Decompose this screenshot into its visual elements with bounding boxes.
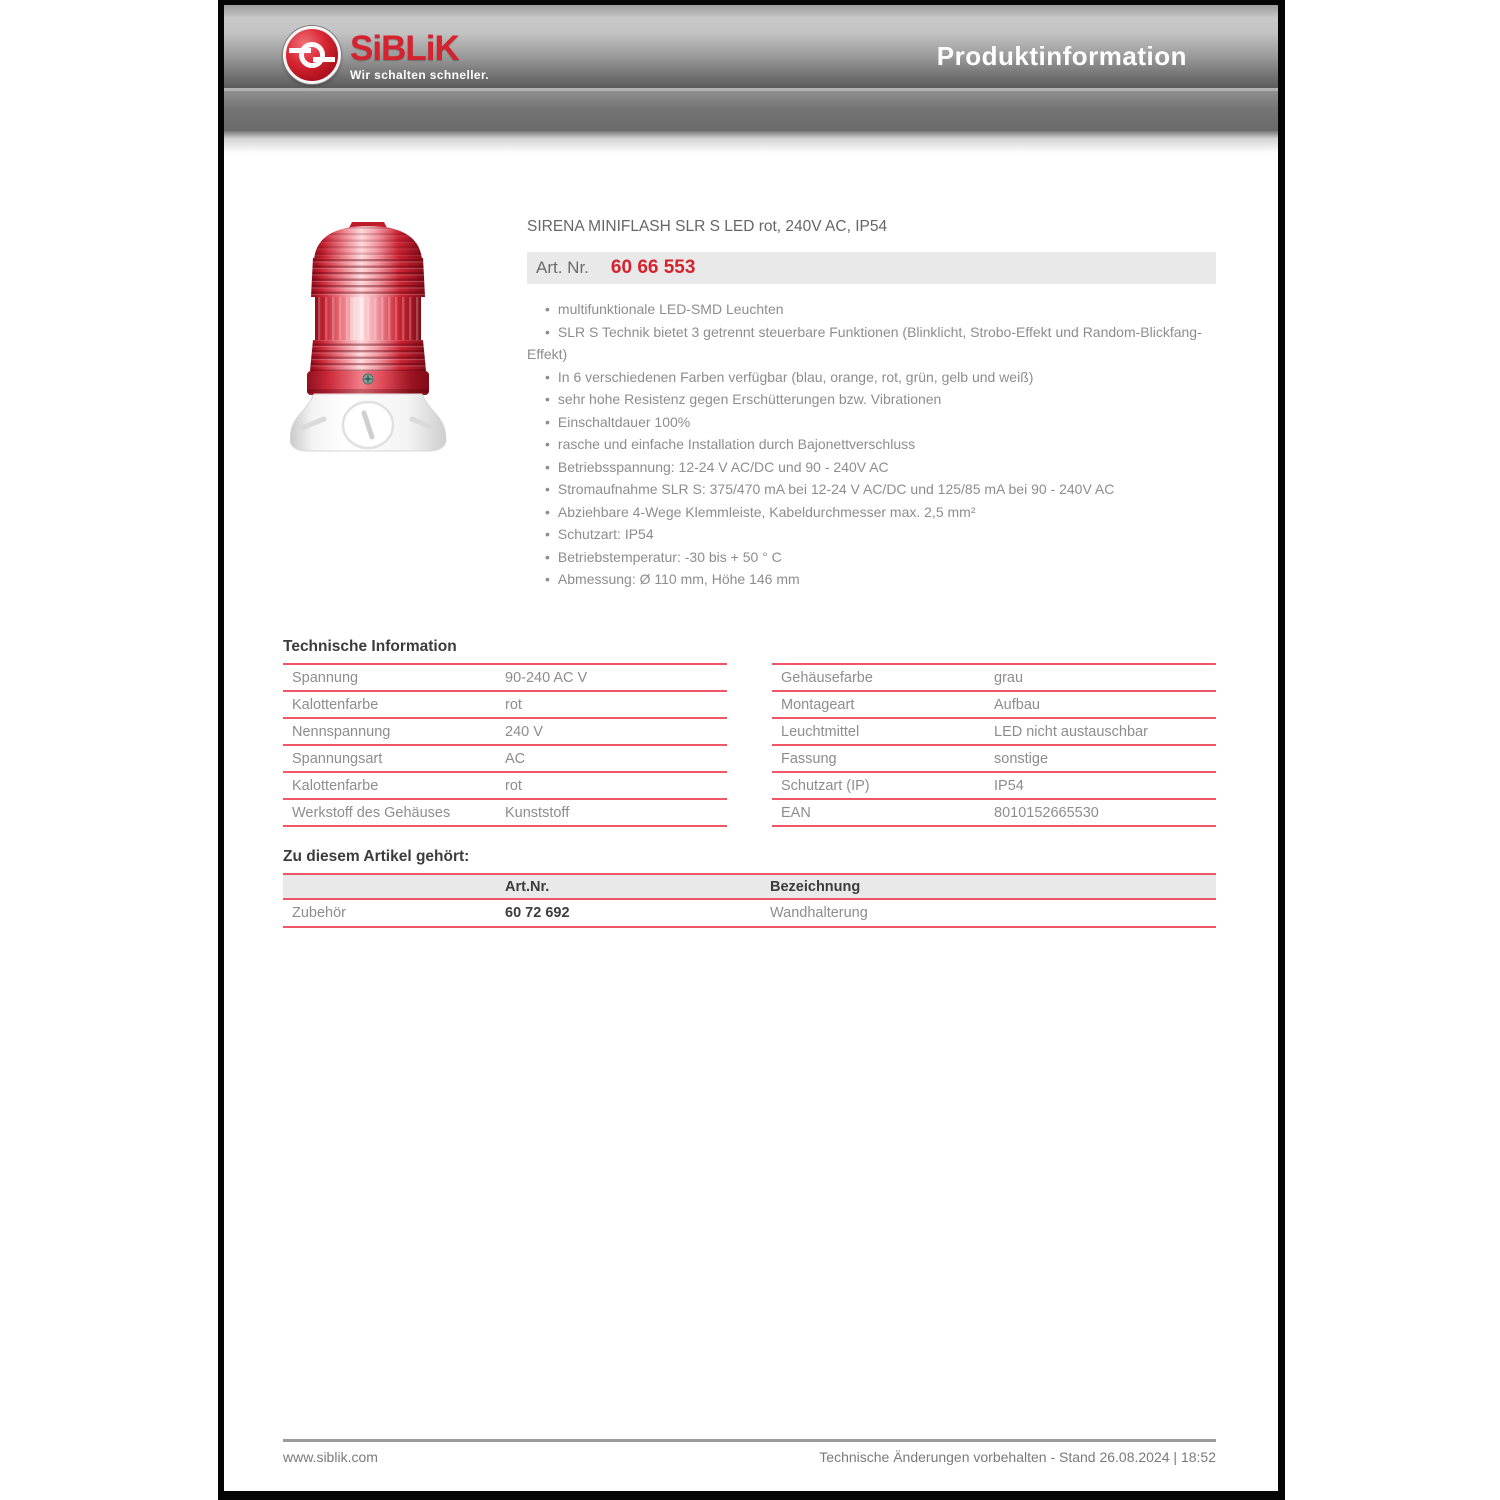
table-row: Leuchtmittel LED nicht austauschbar — [772, 719, 1216, 746]
feature-item: • Stromaufnahme SLR S: 375/470 mA bei 12-24 V AC/DC und 125/85 mA bei 90 - 240V AC — [527, 478, 1221, 501]
accessory-type: Zubehör — [292, 905, 347, 921]
header-fade — [224, 131, 1278, 153]
feature-item: • SLR S Technik bietet 3 getrennt steuerbare Funktionen (Blinklicht, Strobo-Effekt und Random-Blickfang-Effekt) — [527, 321, 1221, 366]
article-number-label: Art. Nr. — [536, 258, 589, 277]
table-row: Werkstoff des Gehäuses Kunststoff — [283, 800, 727, 827]
feature-item: • Betriebstemperatur: -30 bis + 50 ° C — [527, 546, 1221, 569]
table-row: Montageart Aufbau — [772, 692, 1216, 719]
feature-item: • Betriebsspannung: 12-24 V AC/DC und 90 - 240V AC — [527, 456, 1221, 479]
accessory-artnr: 60 72 692 — [505, 905, 570, 921]
footer-divider — [283, 1439, 1216, 1442]
brand-tagline: Wir schalten schneller. — [350, 68, 490, 82]
article-number-band — [527, 252, 1216, 284]
product-feature-list — [527, 298, 1221, 591]
table-row: Fassung sonstige — [772, 746, 1216, 773]
table-row: Schutzart (IP) IP54 — [772, 773, 1216, 800]
feature-item: • Schutzart: IP54 — [527, 523, 1221, 546]
accessory-name: Wandhalterung — [770, 905, 868, 921]
brand-name: SiBLiK — [350, 29, 459, 68]
feature-item: • Einschaltdauer 100% — [527, 411, 1221, 434]
product-image — [290, 220, 450, 455]
accessories-table — [283, 873, 1216, 928]
table-row: Gehäusefarbe grau — [772, 665, 1216, 692]
feature-item: • multifunktionale LED-SMD Leuchten — [527, 298, 1221, 321]
table-row: Nennspannung 240 V — [283, 719, 727, 746]
article-number-value: 60 66 553 — [610, 257, 696, 278]
footer-website-link[interactable]: www.siblik.com — [283, 1449, 378, 1465]
column-artnr: Art.Nr. — [505, 878, 550, 895]
feature-item: • rasche und einfache Installation durch Bajonettverschluss — [527, 433, 1221, 456]
tech-info-heading: Technische Information — [283, 638, 457, 655]
feature-item: • Abmessung: Ø 110 mm, Höhe 146 mm — [527, 568, 1221, 591]
feature-item: • In 6 verschiedenen Farben verfügbar (blau, orange, rot, grün, gelb und weiß) — [527, 366, 1221, 389]
tech-table-right — [772, 663, 1216, 827]
tech-table-left — [283, 663, 727, 827]
table-row: Spannungsart AC — [283, 746, 727, 773]
accessories-table-header — [283, 873, 1216, 900]
tech-info-tables — [283, 663, 1216, 827]
feature-item: • sehr hohe Resistenz gegen Erschütterungen bzw. Vibrationen — [527, 388, 1221, 411]
table-row: EAN 8010152665530 — [772, 800, 1216, 827]
product-title: SIRENA MINIFLASH SLR S LED rot, 240V AC, IP54 — [527, 218, 888, 235]
table-row: Spannung 90-240 AC V — [283, 665, 727, 692]
table-row: Kalottenfarbe rot — [283, 692, 727, 719]
page-title: Produktinformation — [936, 41, 1187, 71]
header-subband — [224, 91, 1278, 131]
accessory-row — [283, 900, 1216, 928]
table-row: Kalottenfarbe rot — [283, 773, 727, 800]
footer — [283, 1449, 1216, 1465]
footer-note: Technische Änderungen vorbehalten - Stand 26.08.2024 | 18:52 — [819, 1449, 1216, 1465]
feature-item: • Abziehbare 4-Wege Klemmleiste, Kabeldurchmesser max. 2,5 mm² — [527, 501, 1221, 524]
siblik-logo — [283, 26, 489, 84]
document-page — [218, 0, 1285, 1500]
column-bezeichnung: Bezeichnung — [770, 878, 861, 895]
siblik-logo-icon — [283, 26, 341, 84]
accessories-heading: Zu diesem Artikel gehört: — [283, 848, 470, 865]
